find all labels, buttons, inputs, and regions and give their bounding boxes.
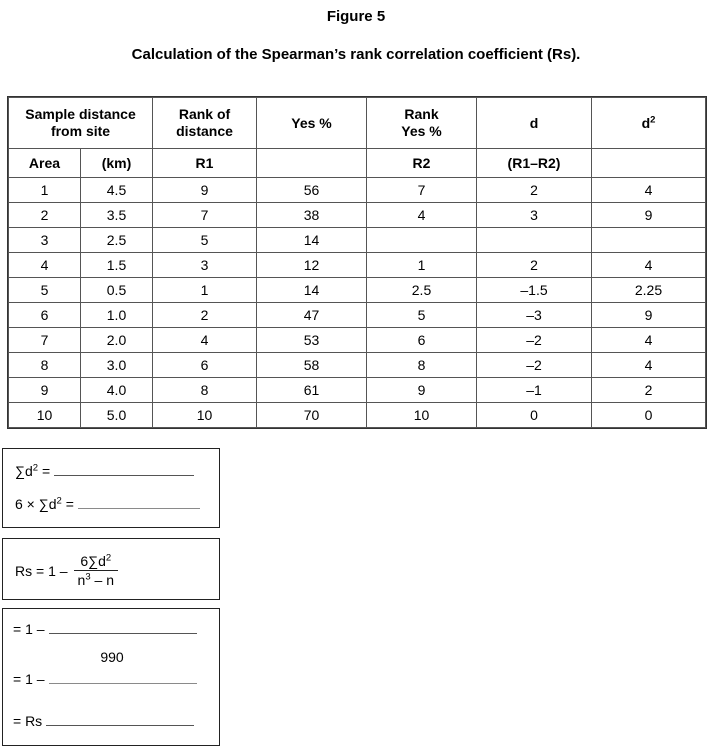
header-d-squared-base: d bbox=[641, 114, 651, 131]
cell-area: 3 bbox=[9, 228, 81, 253]
header-sample-distance bbox=[9, 98, 153, 149]
rs-formula-row bbox=[15, 553, 118, 588]
cell-r2: 1 bbox=[367, 253, 477, 278]
header-rank-yes-line2: Yes % bbox=[401, 123, 442, 139]
rs-formula-lhs: Rs = 1 – bbox=[15, 562, 68, 579]
cell-km: 2.0 bbox=[81, 328, 153, 353]
cell-d bbox=[477, 228, 592, 253]
cell-r2: 6 bbox=[367, 328, 477, 353]
header-yes-sub-blank bbox=[257, 149, 367, 178]
header-area: Area bbox=[9, 149, 81, 178]
table-header-sub-row bbox=[9, 149, 706, 178]
table-row bbox=[9, 303, 706, 328]
cell-d: –1 bbox=[477, 378, 592, 403]
table-row bbox=[9, 353, 706, 378]
six-times-sum-d-squared-row bbox=[15, 496, 200, 512]
cell-yes: 14 bbox=[257, 278, 367, 303]
cell-d: 3 bbox=[477, 203, 592, 228]
cell-r1: 6 bbox=[153, 353, 257, 378]
table-row bbox=[9, 203, 706, 228]
table-row bbox=[9, 253, 706, 278]
cell-r1: 5 bbox=[153, 228, 257, 253]
rs-formula-box bbox=[2, 538, 220, 600]
header-rank-of-distance-line1: Rank of bbox=[178, 106, 231, 122]
cell-yes: 38 bbox=[257, 203, 367, 228]
cell-d: –3 bbox=[477, 303, 592, 328]
header-d-squared-exponent: 2 bbox=[650, 113, 656, 125]
cell-yes: 12 bbox=[257, 253, 367, 278]
step-three-label: = Rs bbox=[13, 713, 43, 729]
header-r1: R1 bbox=[153, 149, 257, 178]
cell-r1: 2 bbox=[153, 303, 257, 328]
step-one-denominator: 990 bbox=[100, 649, 124, 665]
header-rank-yes-line1: Rank bbox=[404, 106, 439, 122]
cell-yes: 61 bbox=[257, 378, 367, 403]
cell-area: 7 bbox=[9, 328, 81, 353]
six-times-sum-answer-blank[interactable] bbox=[78, 507, 200, 509]
cell-d2: 4 bbox=[592, 178, 706, 203]
step-three-answer-blank[interactable] bbox=[46, 724, 194, 726]
header-d: d bbox=[477, 98, 592, 149]
table-row bbox=[9, 403, 706, 428]
cell-km: 0.5 bbox=[81, 278, 153, 303]
cell-area: 5 bbox=[9, 278, 81, 303]
cell-yes: 53 bbox=[257, 328, 367, 353]
cell-km: 3.5 bbox=[81, 203, 153, 228]
table-row bbox=[9, 378, 706, 403]
cell-r1: 4 bbox=[153, 328, 257, 353]
sum-of-d-squared-box bbox=[2, 448, 220, 528]
cell-r1: 1 bbox=[153, 278, 257, 303]
table-body bbox=[9, 178, 706, 428]
six-times-sum-label: $6 \times \sum d^2$ = bbox=[15, 495, 74, 512]
cell-d2: 2 bbox=[592, 378, 706, 403]
header-d-squared bbox=[592, 98, 706, 149]
cell-r2: 4 bbox=[367, 203, 477, 228]
header-rank-of-distance bbox=[153, 98, 257, 149]
sum-d-squared-row bbox=[15, 463, 194, 479]
cell-d: –1.5 bbox=[477, 278, 592, 303]
step-three-row bbox=[13, 713, 194, 729]
table-row bbox=[9, 278, 706, 303]
step-two-label: = 1 – bbox=[13, 671, 45, 687]
cell-d2: 4 bbox=[592, 328, 706, 353]
cell-yes: 70 bbox=[257, 403, 367, 428]
cell-r2: 8 bbox=[367, 353, 477, 378]
cell-yes: 58 bbox=[257, 353, 367, 378]
cell-km: 3.0 bbox=[81, 353, 153, 378]
step-one-numerator-blank[interactable] bbox=[49, 632, 197, 634]
cell-area: 4 bbox=[9, 253, 81, 278]
table-row bbox=[9, 178, 706, 203]
header-rank-of-distance-line2: distance bbox=[176, 123, 233, 139]
cell-d: –2 bbox=[477, 328, 592, 353]
sum-d-squared-answer-blank[interactable] bbox=[54, 474, 194, 476]
sum-d-squared-label: $\sum d^2$ = bbox=[15, 462, 51, 479]
cell-r1: 9 bbox=[153, 178, 257, 203]
cell-d: 2 bbox=[477, 178, 592, 203]
cell-km: 1.5 bbox=[81, 253, 153, 278]
cell-d: –2 bbox=[477, 353, 592, 378]
cell-d2: 2.25 bbox=[592, 278, 706, 303]
rs-working-steps-box bbox=[2, 608, 220, 746]
cell-area: 2 bbox=[9, 203, 81, 228]
cell-area: 10 bbox=[9, 403, 81, 428]
cell-d2: 9 bbox=[592, 203, 706, 228]
cell-d2: 4 bbox=[592, 253, 706, 278]
cell-d: 0 bbox=[477, 403, 592, 428]
cell-area: 8 bbox=[9, 353, 81, 378]
cell-r1: 10 bbox=[153, 403, 257, 428]
rs-fraction bbox=[74, 553, 118, 588]
cell-r2: 5 bbox=[367, 303, 477, 328]
cell-r2: 7 bbox=[367, 178, 477, 203]
cell-yes: 14 bbox=[257, 228, 367, 253]
cell-km: 4.0 bbox=[81, 378, 153, 403]
cell-area: 6 bbox=[9, 303, 81, 328]
step-one-row bbox=[13, 621, 197, 637]
cell-r2: 9 bbox=[367, 378, 477, 403]
header-yes-percent: Yes % bbox=[257, 98, 367, 149]
spearman-calculation-table bbox=[8, 97, 706, 428]
cell-area: 1 bbox=[9, 178, 81, 203]
header-rank-yes-percent bbox=[367, 98, 477, 149]
rs-fraction-numerator: $6\sum d^2$ bbox=[80, 552, 112, 569]
table-header-main-row bbox=[9, 98, 706, 149]
cell-area: 9 bbox=[9, 378, 81, 403]
cell-d: 2 bbox=[477, 253, 592, 278]
step-two-answer-blank[interactable] bbox=[49, 682, 197, 684]
step-one-label: = 1 – bbox=[13, 621, 45, 637]
header-r2: R2 bbox=[367, 149, 477, 178]
header-sample-distance-line2: from site bbox=[50, 123, 111, 139]
cell-d2 bbox=[592, 228, 706, 253]
cell-r1: 3 bbox=[153, 253, 257, 278]
rs-fraction-denominator: $n^3$ – n bbox=[74, 570, 118, 588]
figure-subtitle: Calculation of the Spearman’s rank correlation coefficient (Rs). bbox=[131, 46, 581, 63]
cell-r2 bbox=[367, 228, 477, 253]
cell-km: 4.5 bbox=[81, 178, 153, 203]
cell-yes: 47 bbox=[257, 303, 367, 328]
cell-km: 5.0 bbox=[81, 403, 153, 428]
cell-km: 2.5 bbox=[81, 228, 153, 253]
cell-km: 1.0 bbox=[81, 303, 153, 328]
cell-r2: 10 bbox=[367, 403, 477, 428]
table-row bbox=[9, 328, 706, 353]
cell-r2: 2.5 bbox=[367, 278, 477, 303]
table-row bbox=[9, 228, 706, 253]
step-two-row bbox=[13, 671, 197, 687]
cell-d2: 0 bbox=[592, 403, 706, 428]
figure-title: Figure 5 bbox=[326, 8, 386, 25]
cell-d2: 4 bbox=[592, 353, 706, 378]
header-km: (km) bbox=[81, 149, 153, 178]
cell-d2: 9 bbox=[592, 303, 706, 328]
header-d-squared-sub-blank bbox=[592, 149, 706, 178]
header-sample-distance-line1: Sample distance bbox=[25, 106, 136, 122]
cell-r1: 7 bbox=[153, 203, 257, 228]
cell-yes: 56 bbox=[257, 178, 367, 203]
cell-r1: 8 bbox=[153, 378, 257, 403]
header-d-formula: (R1–R2) bbox=[477, 149, 592, 178]
